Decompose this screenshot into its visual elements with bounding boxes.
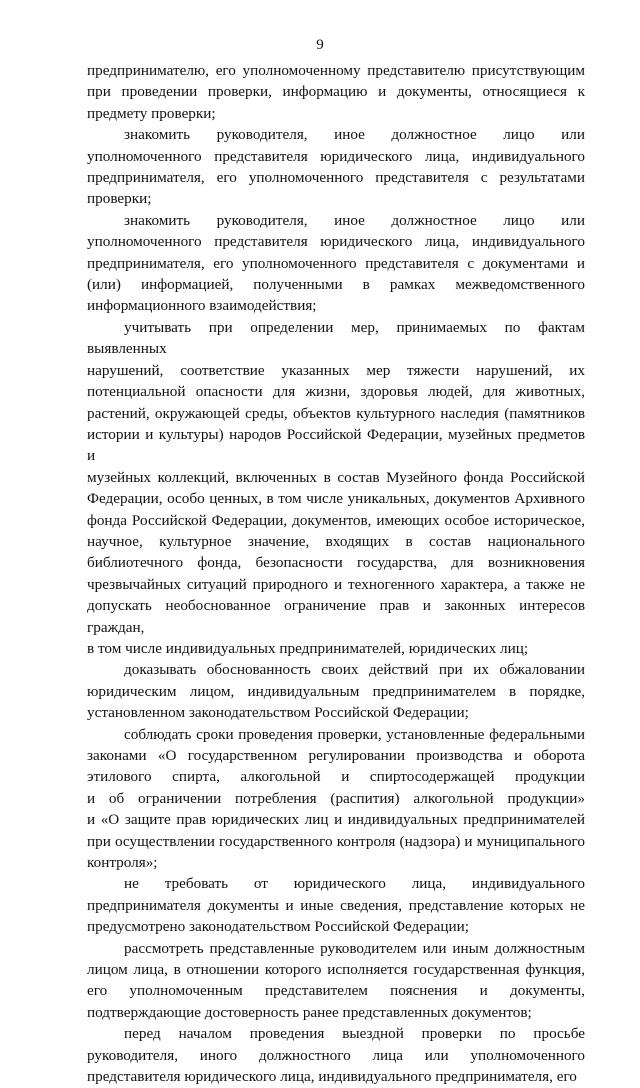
- text-line: проверки;: [87, 190, 152, 208]
- text-line: предпринимателя, его уполномоченного представителя с результатами: [87, 169, 585, 187]
- text-line: допускать необоснованное ограничение прав и законных интересов граждан,: [87, 597, 585, 636]
- text-line: при проведении проверки, информацию и документы, относящиеся к: [87, 83, 585, 101]
- text-line: установленном законодательством Российской Федерации;: [87, 704, 469, 722]
- text-line: доказывать обоснованность своих действий при их обжаловании: [124, 661, 585, 679]
- text-line: чрезвычайных ситуаций природного и техногенного характера, а также не: [87, 575, 585, 593]
- text-line: нарушений, соответствие указанных мер тяжести нарушений, их: [87, 361, 585, 379]
- text-line: знакомить руководителя, иное должностное лицо или: [124, 126, 585, 144]
- text-line: информационного взаимодействия;: [87, 297, 317, 315]
- text-line: (или) информацией, полученными в рамках межведомственного: [87, 276, 585, 294]
- paragraph: [87, 317, 585, 660]
- document-body: [87, 60, 585, 1088]
- text-line: фонда Российской Федерации, документов, имеющих особое историческое,: [87, 511, 585, 529]
- text-line: истории и культуры) народов Российской Федерации, музейных предметов и: [87, 425, 585, 465]
- text-line: библиотечного фонда, безопасности государства, для возникновения: [87, 554, 585, 572]
- text-line: подтверждающие достоверность ранее представленных документов;: [87, 1003, 532, 1021]
- text-line: Федерации, особо ценных, в том числе уникальных, документов Архивного: [87, 490, 585, 508]
- text-line: музейных коллекций, включенных в состав Музейного фонда Российской: [87, 468, 585, 486]
- text-line: представителя юридического лица, индивидуального предпринимателя, его: [87, 1068, 577, 1086]
- paragraph: [87, 659, 585, 723]
- text-line: потенциальной опасности для жизни, здоровья людей, для животных,: [87, 383, 585, 401]
- paragraph: [87, 210, 585, 317]
- paragraph: [87, 124, 585, 210]
- text-line: уполномоченного представителя юридического лица, индивидуального: [87, 147, 585, 165]
- text-line: знакомить руководителя, иное должностное лицо или: [124, 211, 585, 229]
- page-number: 9: [316, 37, 324, 53]
- text-line: и об ограничении потребления (распития) алкогольной продукции»: [87, 789, 585, 807]
- paragraph: [87, 938, 585, 1024]
- text-line: рассмотреть представленные руководителем или иным должностным: [124, 939, 585, 957]
- text-line: и «О защите прав юридических лиц и индивидуальных предпринимателей: [87, 811, 585, 829]
- text-line: юридическим лицом, индивидуальным предпринимателем в порядке,: [87, 682, 585, 700]
- paragraph: [87, 1023, 585, 1087]
- text-line: предпринимателя документы и иные сведения, представление которых не: [87, 896, 585, 914]
- text-line: растений, окружающей среды, объектов культурного наследия (памятников: [87, 404, 585, 422]
- text-line: научное, культурное значение, входящих в состав национального: [87, 532, 585, 550]
- text-line: предпринимателю, его уполномоченному представителю присутствующим: [87, 62, 585, 79]
- text-line: соблюдать сроки проведения проверки, установленные федеральными: [124, 725, 585, 743]
- paragraph: [87, 60, 585, 124]
- text-line: лицом лица, в отношении которого исполняется государственная функция,: [87, 961, 585, 979]
- text-line: при осуществлении государственного контроля (надзора) и муниципального: [87, 832, 585, 850]
- text-line: его уполномоченным представителем пояснения и документы,: [87, 982, 585, 1000]
- text-line: предпринимателя, его уполномоченного представителя с документами и: [87, 254, 585, 272]
- text-line: учитывать при определении мер, принимаемых по фактам выявленных: [87, 318, 585, 358]
- text-line: предусмотрено законодательством Российской Федерации;: [87, 918, 469, 936]
- text-line: законами «О государственном регулировании производства и оборота: [87, 747, 585, 764]
- text-line: предмету проверки;: [87, 104, 216, 122]
- paragraph: [87, 724, 585, 874]
- text-line: этилового спирта, алкогольной и спиртосодержащей продукции: [87, 768, 585, 786]
- text-line: в том числе индивидуальных предпринимателей, юридических лиц;: [87, 639, 529, 657]
- paragraph: [87, 873, 585, 937]
- text-line: не требовать от юридического лица, индивидуального: [124, 875, 585, 893]
- text-line: контроля»;: [87, 854, 158, 872]
- text-line: руководителя, иного должностного лица или уполномоченного: [87, 1046, 585, 1064]
- text-line: перед началом проведения выездной проверки по просьбе: [124, 1025, 585, 1043]
- text-line: уполномоченного представителя юридического лица, индивидуального: [87, 233, 585, 251]
